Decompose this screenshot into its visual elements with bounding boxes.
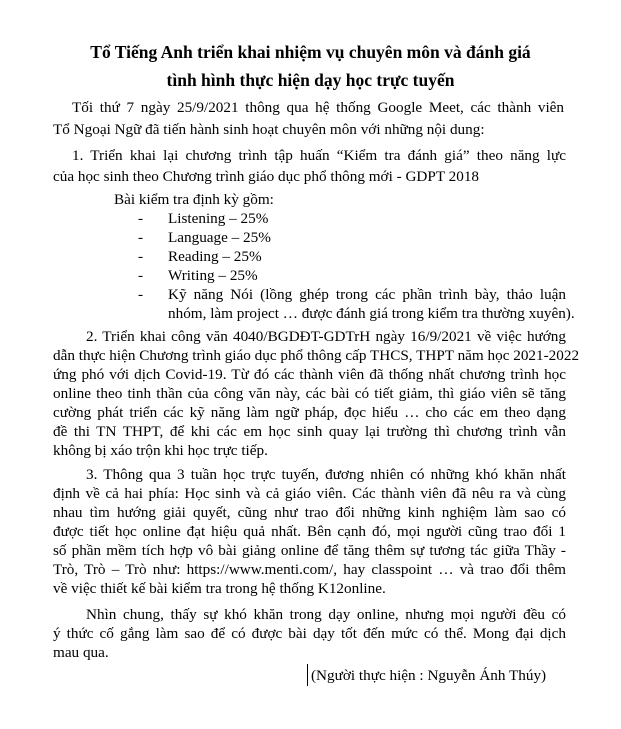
title-line-2: tình hình thực hiện dạy học trực tuyến <box>166 70 455 90</box>
item3-line-7: về việc thiết kế bài kiểm tra trong hệ thống K12online. <box>53 580 386 597</box>
item2-line-2: dẫn thực hiện Chương trình giáo dục phổ thông cấp THCS, THPT năm học 2021-2022 <box>53 347 580 364</box>
item2-line-7: không bị xáo trộn khi học trực tiếp. <box>53 442 268 459</box>
bullet-dash: - <box>138 248 144 265</box>
conclusion-line-2: ý thức cố gắng làm sao để có được bài dạy tốt đến mức có thể. Mong đại dịch <box>53 625 566 642</box>
item3-line-5: số phần mềm tích hợp vô bài giảng online để tăng thêm sự tương tác giữa Thầy - <box>53 542 566 559</box>
item2-line-3: ứng phó với dịch Covid-19. Từ đó các thành viên đã thống nhất chương trình học <box>53 366 566 383</box>
item2-line-4: online theo tinh thần của công văn này, các bài có tiết giảm, thì giáo viên sẽ tăng <box>53 385 566 402</box>
bullet-dash: - <box>138 286 144 303</box>
item3-line-1: 3. Thông qua 3 tuần học trực tuyến, đương nhiên có những khó khăn nhất <box>86 466 566 483</box>
test-item-writing: Writing – 25% <box>168 267 258 284</box>
item3-line-6: Trò, Trò – Trò như: https://www.menti.com/, hay classpoint … và trao đổi thêm <box>53 561 566 578</box>
intro-line-1: Tối thứ 7 ngày 25/9/2021 thông qua hệ thống Google Meet, các thành viên <box>72 99 564 116</box>
item1-line-2: của học sinh theo Chương trình giáo dục phổ thông mới - GDPT 2018 <box>53 168 480 185</box>
bullet-dash: - <box>138 267 144 284</box>
item1-line-1: 1. Triển khai lại chương trình tập huấn “Kiểm tra đánh giá” theo năng lực <box>72 147 566 164</box>
signature: (Người thực hiện : Nguyễn Ánh Thúy) <box>311 667 547 684</box>
item3-line-2: định về cả hai phía: Học sinh và cả giáo viên. Các thành viên đã nêu ra và cùng <box>53 485 566 502</box>
cursor-bar <box>307 664 308 686</box>
conclusion-line-3: mau qua. <box>53 644 109 661</box>
item2-line-1: 2. Triển khai công văn 4040/BGDĐT-GDTrH ngày 16/9/2021 về việc hướng <box>86 328 566 345</box>
bullet-dash: - <box>138 210 144 227</box>
item3-line-3: nhau tìm hướng giải quyết, cũng như trao đổi những kinh nghiệm làm sao có <box>53 504 566 521</box>
intro-line-2: Tổ Ngoại Ngữ đã tiến hành sinh hoạt chuyên môn với những nội dung: <box>53 121 485 138</box>
test-item-speaking: Kỹ năng Nói (lồng ghép trong các phần trình bày, thảo luận <box>168 286 566 303</box>
test-item-speaking-continuation: nhóm, làm project … được đánh giá trong kiểm tra thường xuyên). <box>168 305 575 322</box>
item2-line-5: cường phát triển các kỹ năng làm ngữ pháp, đọc hiểu … cho các em theo dạng <box>53 404 566 421</box>
test-heading: Bài kiểm tra định kỳ gồm: <box>114 191 274 208</box>
test-item-language: Language – 25% <box>168 229 271 246</box>
bullet-dash: - <box>138 229 144 246</box>
test-item-reading: Reading – 25% <box>168 248 262 265</box>
item2-line-6: đề thi TN THPT, để khi các em học sinh quay lại trường thì chương trình vẫn <box>53 423 566 440</box>
item3-line-4: được tiết học online đạt hiệu quả nhất. Bên cạnh đó, mọi người cũng trao đổi 1 <box>53 523 566 540</box>
conclusion-line-1: Nhìn chung, thấy sự khó khăn trong dạy online, nhưng mọi người đều có <box>86 606 566 623</box>
test-item-listening: Listening – 25% <box>168 210 269 227</box>
title-line-1: Tổ Tiếng Anh triển khai nhiệm vụ chuyên môn và đánh giá <box>90 42 531 62</box>
